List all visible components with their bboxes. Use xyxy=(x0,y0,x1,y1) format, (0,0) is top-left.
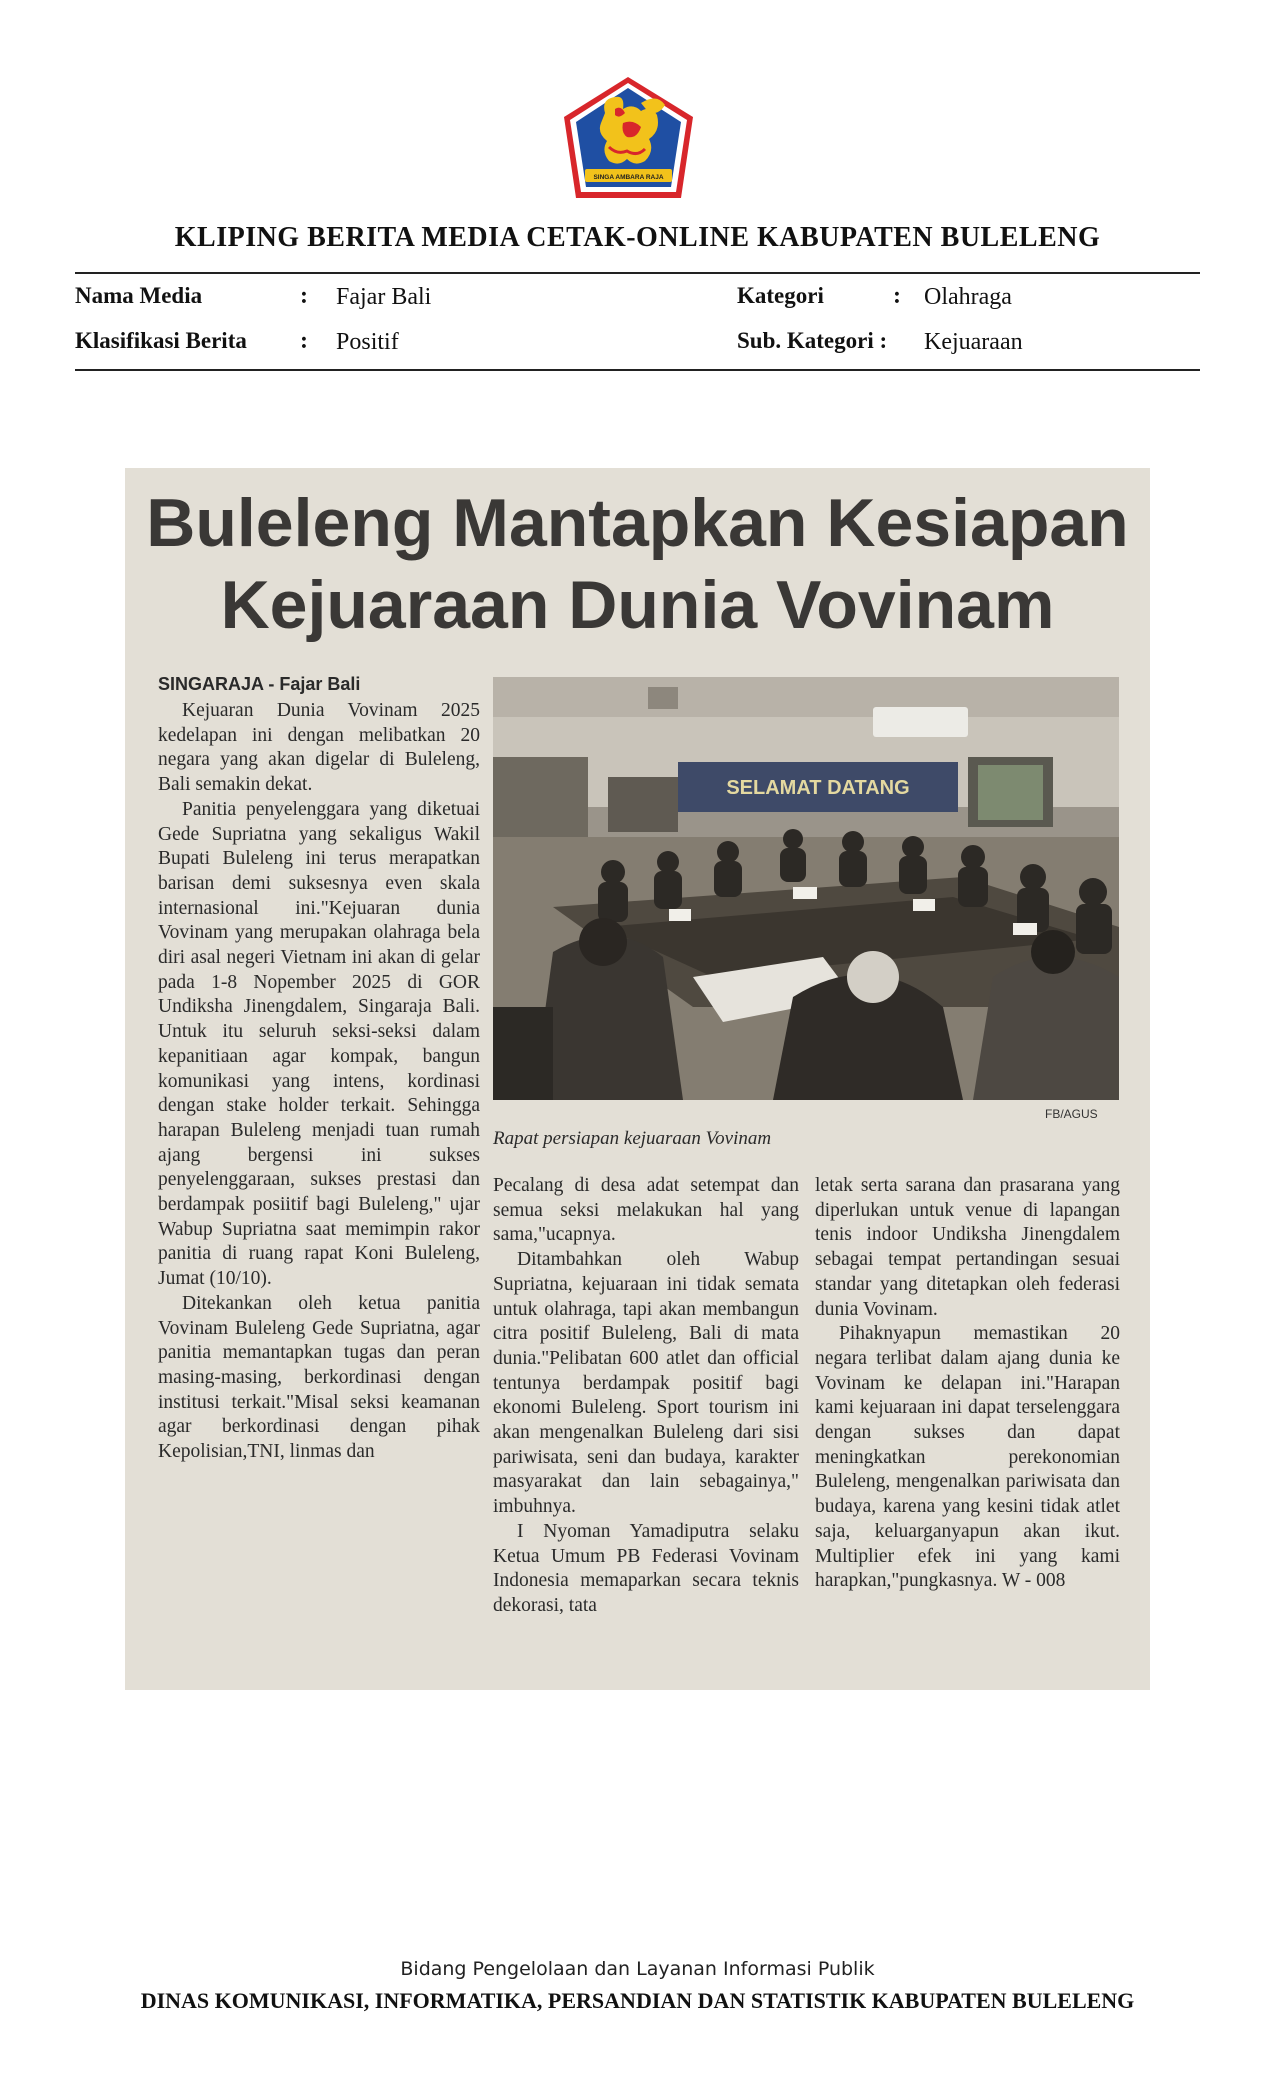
photo-credit: FB/AGUS xyxy=(1045,1107,1098,1121)
byline: SINGARAJA - Fajar Bali xyxy=(158,674,361,694)
kategori-label: Kategori xyxy=(737,283,824,308)
media-value: Fajar Bali xyxy=(336,284,432,310)
paragraph: Pihaknyapun memastikan 20 negara terlibat dalam ajang dunia ke Vovinam ke delapan ini."Harapan kami kejuaraan ini dapat terselenggara dengan sukses dan dapat meningkatkan perekonomian Buleleng, mengenalkan pariwisata dan budaya, karena yang kesini tidak atlet saja, keluarganyapun akan ikut. Multiplier efek ini yang kami harapkan,"pungkasnya. W - 008 xyxy=(815,1323,1120,1592)
media-label: Nama Media xyxy=(75,283,203,308)
article-column-1 xyxy=(158,699,480,1684)
header-rule-top xyxy=(75,272,1200,274)
footer-department: Bidang Pengelolaan dan Layanan Informasi Publik xyxy=(400,1958,875,1980)
paragraph: Ditambahkan oleh Wabup Supriatna, kejuaraan ini tidak semata untuk olahraga, tapi akan membangun citra positif Buleleng, Bali di mata dunia."Pelibatan 600 atlet dan official tentunya berdampak positif bagi ekonomi Buleleng. Sport tourism ini akan mengenalkan Buleleng dari sisi pariwisata, seni dan budaya, karakter masyarakat dan lain sebagainya," imbuhnya. xyxy=(493,1249,799,1518)
klasifikasi-colon: : xyxy=(300,328,308,354)
paragraph: I Nyoman Yamadiputra selaku Ketua Umum PB Federasi Vovinam Indonesia memaparkan secara teknis dekorasi, tata xyxy=(493,1520,799,1616)
article-column-3 xyxy=(815,1174,1120,1684)
meeting-photo-illustration xyxy=(493,677,1119,1100)
paragraph: Kejuaran Dunia Vovinam 2025 kedelapan ini dengan melibatkan 20 negara yang akan digelar di Buleleng, Bali semakin dekat. xyxy=(158,700,480,796)
klasifikasi-label: Klasifikasi Berita xyxy=(75,328,247,353)
meeting-photo xyxy=(493,677,1119,1100)
media-colon: : xyxy=(300,283,308,309)
logo-text: SINGA AMBARA RAJA xyxy=(593,174,664,181)
buleleng-logo xyxy=(561,75,696,200)
paragraph: Ditekankan oleh ketua panitia Vovinam Buleleng Gede Supriatna, agar panitia memantapkan tugas dan peran masing-masing, berkordinasi dengan institusi terkait."Misal seksi keamanan agar berkordinasi dengan pihak Kepolisian,TNI, linmas dan xyxy=(158,1292,480,1463)
document-title: KLIPING BERITA MEDIA CETAK-ONLINE KABUPATEN BULELENG xyxy=(174,222,1101,253)
subkategori-label: Sub. Kategori : xyxy=(737,328,888,353)
kategori-value: Olahraga xyxy=(924,284,1012,310)
paragraph: letak serta sarana dan prasarana yang diperlukan untuk venue di lapangan tenis indoor Undiksha Jinengdalem sebagai tempat pertandingan sesuai standar yang ditetapkan oleh federasi dunia Vovinam. xyxy=(815,1175,1120,1320)
header-rule-bottom xyxy=(75,369,1200,371)
subkategori-value: Kejuaraan xyxy=(924,329,1023,355)
klasifikasi-value: Positif xyxy=(336,329,399,355)
paragraph: Panitia penyelenggara yang diketuai Gede Supriatna yang sekaligus Wakil Bupati Buleleng ini terus merapatkan barisan demi suksesnya even skala internasional ini."Kejuaran dunia Vovinam yang merupakan olahraga bela diri asal negeri Vietnam ini akan di gelar pada 1-8 Nopember 2025 di GOR Undiksha Jinengdalem, Singaraja Bali. Untuk itu seluruh seksi-seksi dalam kepanitiaan agar kompak, bangun komunikasi yang intens, kordinasi dengan stake holder terkait. Sehingga harapan Buleleng menjadi tuan rumah ajang bergensi ini sukses penyelenggaraan, sukses prestasi dan berdampak posiitif bagi Buleleng," ujar Wabup Supriatna saat memimpin rakor panitia di ruang rapat Koni Buleleng, Jumat (10/10). xyxy=(158,798,480,1290)
photo-caption: Rapat persiapan kejuaraan Vovinam xyxy=(493,1128,772,1149)
news-clipping xyxy=(125,468,1150,1690)
kategori-colon: : xyxy=(893,283,901,309)
footer-agency: DINAS KOMUNIKASI, INFORMATIKA, PERSANDIAN DAN STATISTIK KABUPATEN BULELENG xyxy=(140,1988,1135,2013)
paragraph: Pecalang di desa adat setempat dan semua seksi melakukan hal yang sama,"ucapnya. xyxy=(493,1175,799,1246)
headline-line-1: Buleleng Mantapkan Kesiapan xyxy=(146,485,1129,561)
photo-banner-text: SELAMAT DATANG xyxy=(726,777,910,799)
article-column-2 xyxy=(493,1174,799,1684)
headline-line-2: Kejuaraan Dunia Vovinam xyxy=(220,567,1055,643)
